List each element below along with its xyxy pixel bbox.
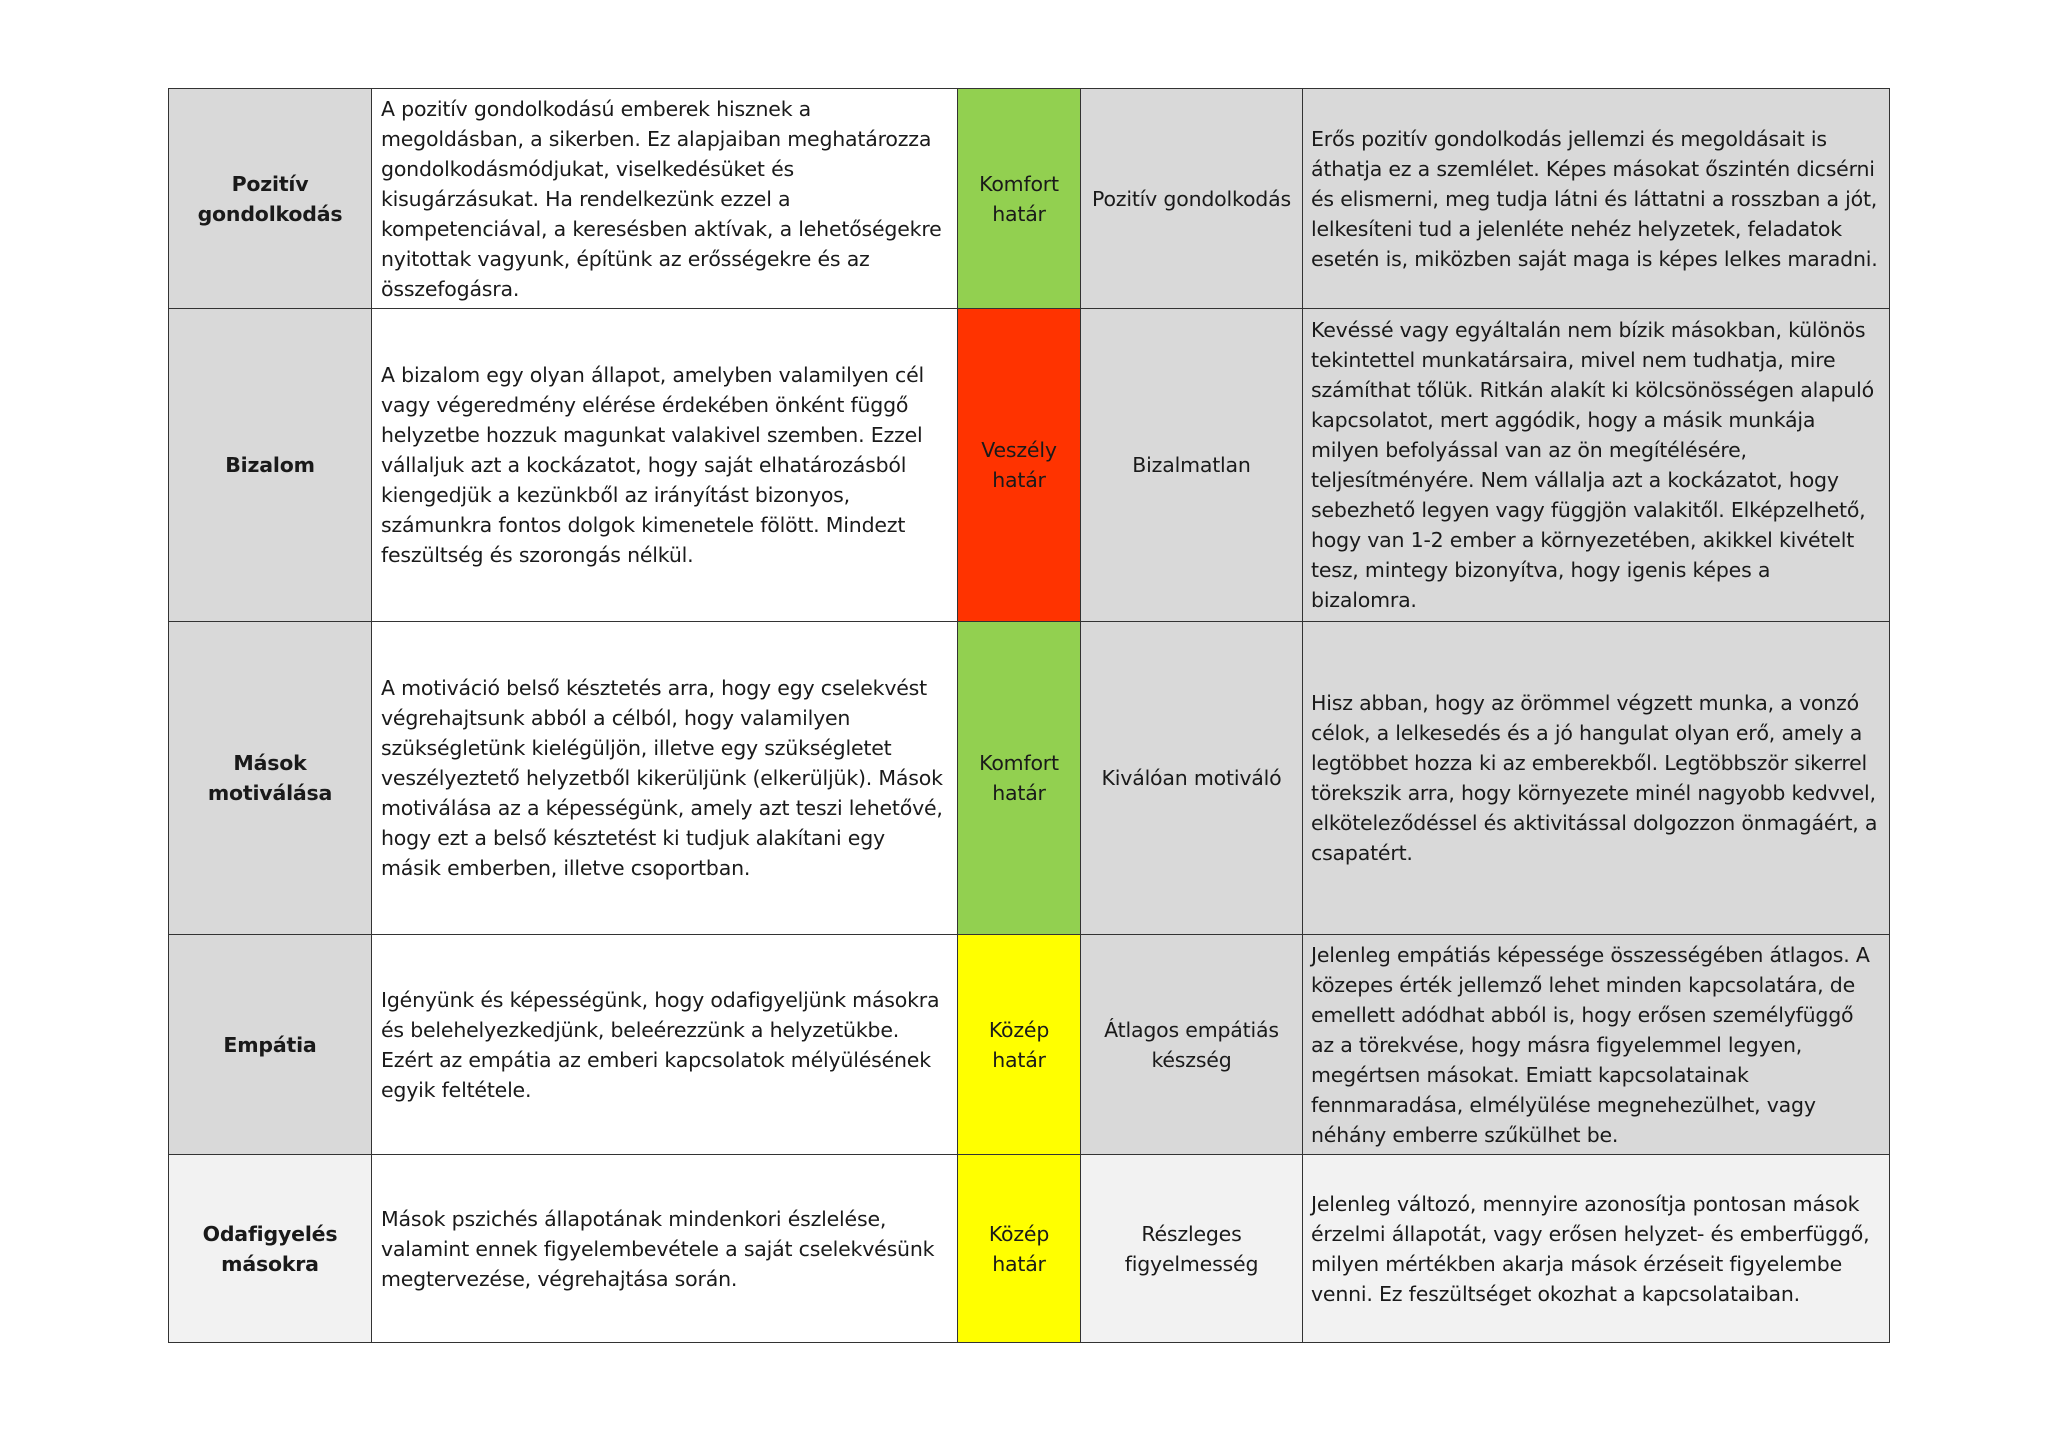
competency-description: Mások pszichés állapotának mindenkori észlelése, valamint ennek figyelembevétele a saját cselekvésünk megtervezése, végrehajtása során.	[381, 1206, 935, 1291]
zone-label: Közép határ	[988, 1017, 1050, 1072]
level-label: Átlagos empátiás készség	[1104, 1017, 1279, 1072]
competency-description-cell	[372, 622, 958, 935]
zone-indicator	[958, 1155, 1081, 1343]
competency-name-cell	[169, 309, 372, 622]
competency-description-cell	[372, 1155, 958, 1343]
result-text: Hisz abban, hogy az örömmel végzett munka, a vonzó célok, a lelkesedés és a jó hangulat olyan erő, amely a legtöbbet hozza ki az emberekből. Legtöbbször sikerrel törekszik arra, hogy környezete minél nagyobb kedvvel, elköteleződéssel és aktivitással dolgozzon önmagáért, a csapatért.	[1311, 691, 1878, 865]
zone-label: Közép határ	[988, 1221, 1050, 1276]
result-text: Jelenleg változó, mennyire azonosítja pontosan mások érzelmi állapotát, vagy erősen helyzet- és emberfüggő, milyen mértékben akarja mások érzéseit figyelembe venni. Ez feszültséget okozhat a kapcsolataiban.	[1311, 1191, 1870, 1306]
level-label-cell	[1081, 309, 1303, 622]
result-text-cell	[1303, 89, 1890, 309]
competency-name-cell	[169, 89, 372, 309]
zone-label: Veszély határ	[981, 438, 1057, 492]
level-label: Bizalmatlan	[1132, 453, 1251, 477]
result-text: Kevéssé vagy egyáltalán nem bízik másokban, különös tekintettel munkatársaira, mivel nem tudhatja, mire számíthat tőlük. Ritkán alakít ki kölcsönösségen alapuló kapcsolatot, mert aggódik, hogy a másik munkája milyen befolyással van az ön megítélésére, teljesítményére. Nem vállalja azt a kockázatot, hogy sebezhető legyen vagy függjön valakitől. Elképzelhető, hogy van 1-2 ember a környezetében, akikkel kivételt tesz, mintegy bizonyítva, hogy igenis képes a bizalomra.	[1311, 318, 1874, 612]
competency-description: Igényünk és képességünk, hogy odafigyeljünk másokra és belehelyezkedjünk, beleérezzünk a helyzetükbe. Ezért az empátia az emberi kapcsolatok mélyülésének egyik feltétele.	[381, 987, 940, 1102]
competency-description-cell	[372, 89, 958, 309]
competency-table	[168, 88, 1890, 1343]
competency-description: A bizalom egy olyan állapot, amelyben valamilyen cél vagy végeredmény elérése érdekében önként függő helyzetbe hozzuk magunkat valakivel szemben. Ezzel vállaljuk azt a kockázatot, hogy saját elhatározásból kiengedjük a kezünkből az irányítást bizonyos, számunkra fontos dolgok kimenetele fölött. Mindezt feszültség és szorongás nélkül.	[381, 363, 925, 567]
competency-name-cell	[169, 1155, 372, 1343]
competency-description-cell	[372, 309, 958, 622]
zone-indicator	[958, 622, 1081, 935]
zone-label: Komfort határ	[979, 751, 1059, 805]
competency-name: Empátia	[223, 1032, 317, 1057]
table-row	[169, 89, 1890, 309]
level-label-cell	[1081, 935, 1303, 1155]
level-label: Részleges figyelmesség	[1124, 1221, 1259, 1276]
result-text: Jelenleg empátiás képessége összességében átlagos. A közepes érték jellemző lehet minden kapcsolatára, de emellett adódhat abból is, hogy erősen személyfüggő az a törekvése, hogy másra figyelemmel legyen, megértsen másokat. Emiatt kapcsolatainak fennmaradása, elmélyülése megnehezülhet, vagy néhány emberre szűkülhet be.	[1311, 942, 1870, 1147]
competency-description: A pozitív gondolkodású emberek hisznek a megoldásban, a sikerben. Ez alapjaiban meghatározza gondolkodásmódjukat, viselkedésüket és kisugárzásukat. Ha rendelkezünk ezzel a kompetenciával, a keresésben aktívak, a lehetőségekre nyitottak vagyunk, építünk az erősségekre és az összefogásra.	[381, 96, 942, 301]
level-label: Kiválóan motiváló	[1101, 766, 1282, 790]
table-row	[169, 622, 1890, 935]
level-label-cell	[1081, 89, 1303, 309]
zone-label: Komfort határ	[979, 171, 1059, 226]
competency-description-cell	[372, 935, 958, 1155]
competency-name-cell	[169, 622, 372, 935]
result-text: Erős pozitív gondolkodás jellemzi és megoldásait is áthatja ez a szemlélet. Képes másokat őszintén dicsérni és elismerni, meg tudja látni és láttatni a rosszban a jót, lelkesíteni tud a jelenléte nehéz helyzetek, feladatok esetén is, miközben saját maga is képes lelkes maradni.	[1311, 126, 1878, 271]
competency-name-cell	[169, 935, 372, 1155]
competency-name: Pozitív gondolkodás	[197, 171, 343, 226]
result-text-cell	[1303, 1155, 1890, 1343]
competency-name: Bizalom	[225, 453, 315, 477]
competency-description: A motiváció belső késztetés arra, hogy egy cselekvést végrehajtsunk abból a célból, hogy valamilyen szükségletünk kielégüljön, illetve egy szükségletet veszélyeztető helyzetből kikerüljünk (elkerüljük). Mások motiválása az a képességünk, amely azt teszi lehetővé, hogy ezt a belső késztetést ki tudjuk alakítani egy másik emberben, illetve csoportban.	[381, 676, 943, 880]
table-row	[169, 309, 1890, 622]
result-text-cell	[1303, 935, 1890, 1155]
result-text-cell	[1303, 622, 1890, 935]
zone-indicator	[958, 935, 1081, 1155]
level-label-cell	[1081, 1155, 1303, 1343]
competency-name: Odafigyelés másokra	[202, 1221, 338, 1276]
zone-indicator	[958, 89, 1081, 309]
competency-name: Mások motiválása	[207, 751, 333, 805]
zone-indicator	[958, 309, 1081, 622]
level-label-cell	[1081, 622, 1303, 935]
result-text-cell	[1303, 309, 1890, 622]
table-row	[169, 935, 1890, 1155]
table-row	[169, 1155, 1890, 1343]
level-label: Pozitív gondolkodás	[1092, 186, 1291, 211]
